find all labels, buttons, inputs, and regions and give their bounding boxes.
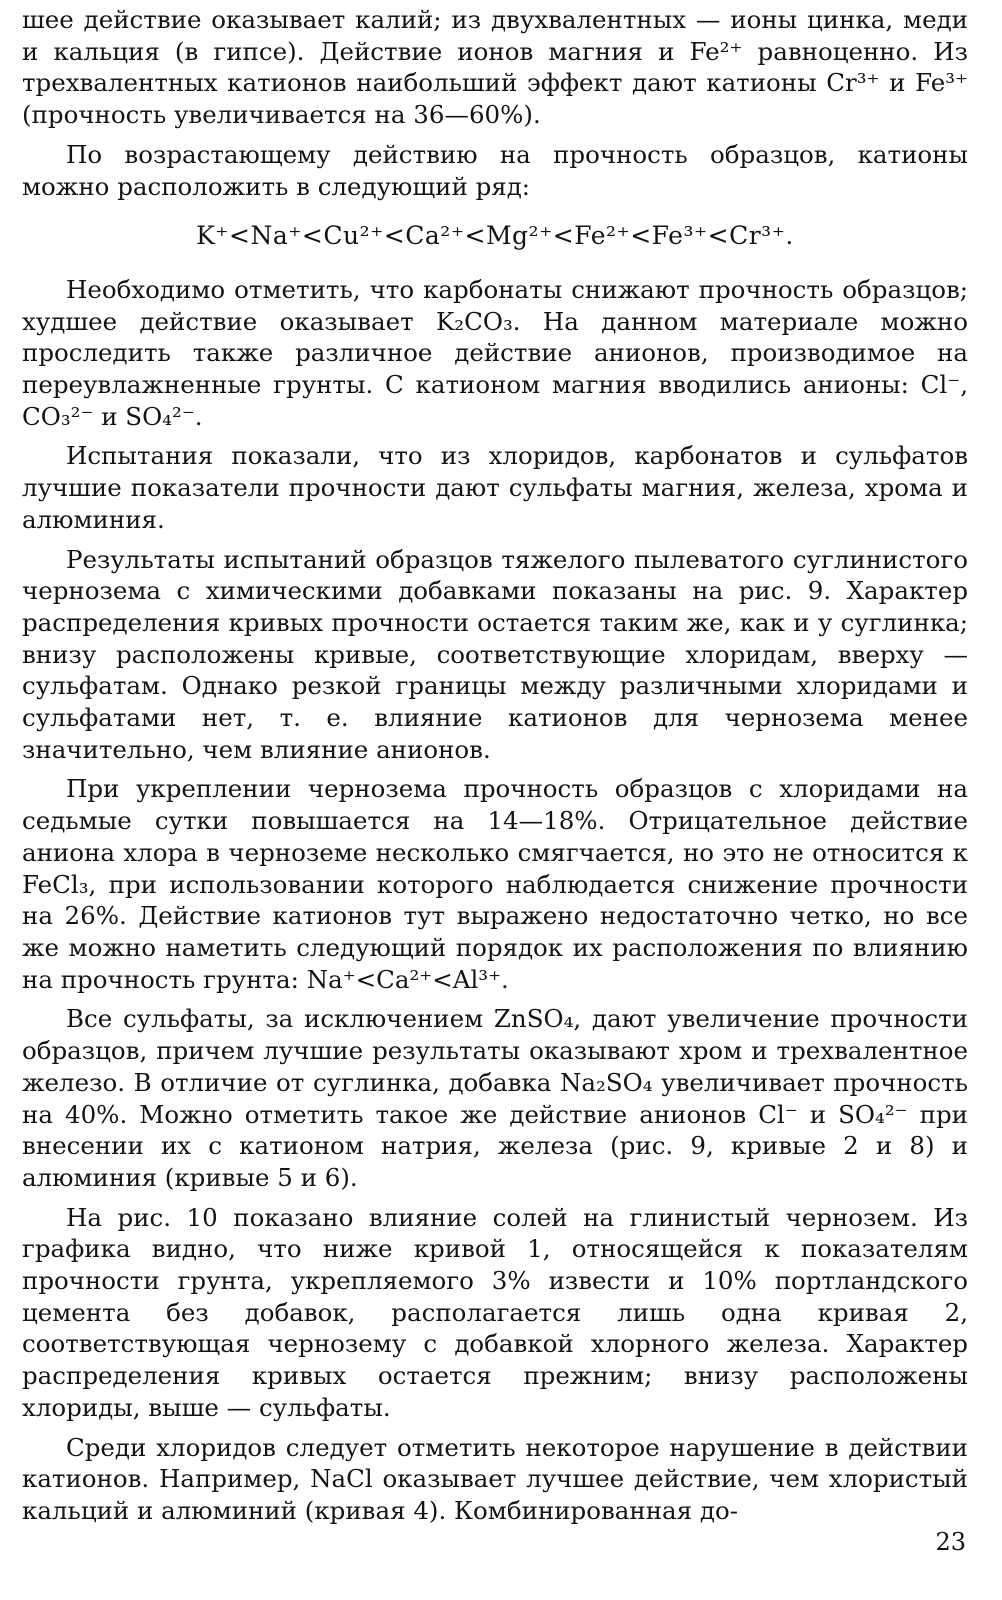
paragraph-1: шее действие оказывает калий; из двухвалентных — ионы цинка, меди и кальция (в гипсе). Действие ионов магния и Fe²⁺ равноценно. Из трехвалентных катионов наибольший эффект дают катионы Cr³⁺ и Fe³⁺ (прочность увеличивается на 36—60%).	[22, 5, 968, 130]
paragraph-7: Все сульфаты, за исключением ZnSO₄, дают увеличение прочности образцов, причем лучшие результаты оказывают хром и трехвалентное железо. В отличие от суглинка, добавка Na₂SO₄ увеличивает прочность на 40%. Можно отметить такое же действие анионов Cl⁻ и SO₄²⁻ при внесении их с катионом натрия, железа (рис. 9, кривые 2 и 8) и алюминия (кривые 5 и 6).	[22, 1004, 968, 1192]
paragraph-5: Результаты испытаний образцов тяжелого пылеватого суглинистого чернозема с химическими добавками показаны на рис. 9. Характер распределения кривых прочности остается таким же, как и у суглинка; внизу расположены кривые, соответствующие хлоридам, вверху — сульфатам. Однако резкой границы между различными хлоридами и сульфатами нет, т. е. влияние катионов для чернозема менее значительно, чем влияние анионов.	[22, 544, 968, 764]
paragraph-3: Необходимо отметить, что карбонаты снижают прочность образцов; худшее действие оказывает K₂CO₃. На данном материале можно проследить также различное действие анионов, производимое на переувлажненные грунты. С катионом магния вводились анионы: Cl⁻, CO₃²⁻ и SO₄²⁻.	[22, 274, 968, 431]
paragraph-9: Среди хлоридов следует отметить некоторое нарушение в действии катионов. Например, NaCl оказывает лучшее действие, чем хлористый кальций и алюминий (кривая 4). Комбинированная до-	[22, 1432, 968, 1525]
cation-series: K⁺<Na⁺<Cu²⁺<Ca²⁺<Mg²⁺<Fe²⁺<Fe³⁺<Cr³⁺.	[196, 221, 794, 251]
paragraph-4: Испытания показали, что из хлоридов, карбонатов и сульфатов лучшие показатели прочности дают сульфаты магния, железа, хрома и алюминия.	[22, 441, 968, 534]
paragraph-6: При укреплении чернозема прочность образцов с хлоридами на седьмые сутки повышается на 14—18%. Отрицательное действие аниона хлора в черноземе несколько смягчается, но это не относится к FeCl₃, при использовании которого наблюдается снижение прочности на 26%. Действие катионов тут выражено недостаточно четко, но все же можно наметить следующий порядок их расположения по влиянию на прочность грунта: Na⁺<Ca²⁺<Al³⁺.	[22, 774, 968, 994]
paragraph-8: На рис. 10 показано влияние солей на глинистый чернозем. Из графика видно, что ниже кривой 1, относящейся к показателям прочности грунта, укрепляемого 3% извести и 10% портландского цемента без добавок, располагается лишь одна кривая 2, соответствующая чернозему с добавкой хлорного железа. Характер распределения кривых остается прежним; внизу расположены хлориды, выше — сульфаты.	[22, 1202, 968, 1422]
page-number: 23	[935, 1528, 966, 1556]
paragraph-2: По возрастающему действию на прочность образцов, катионы можно расположить в следующий ряд:	[22, 139, 968, 201]
